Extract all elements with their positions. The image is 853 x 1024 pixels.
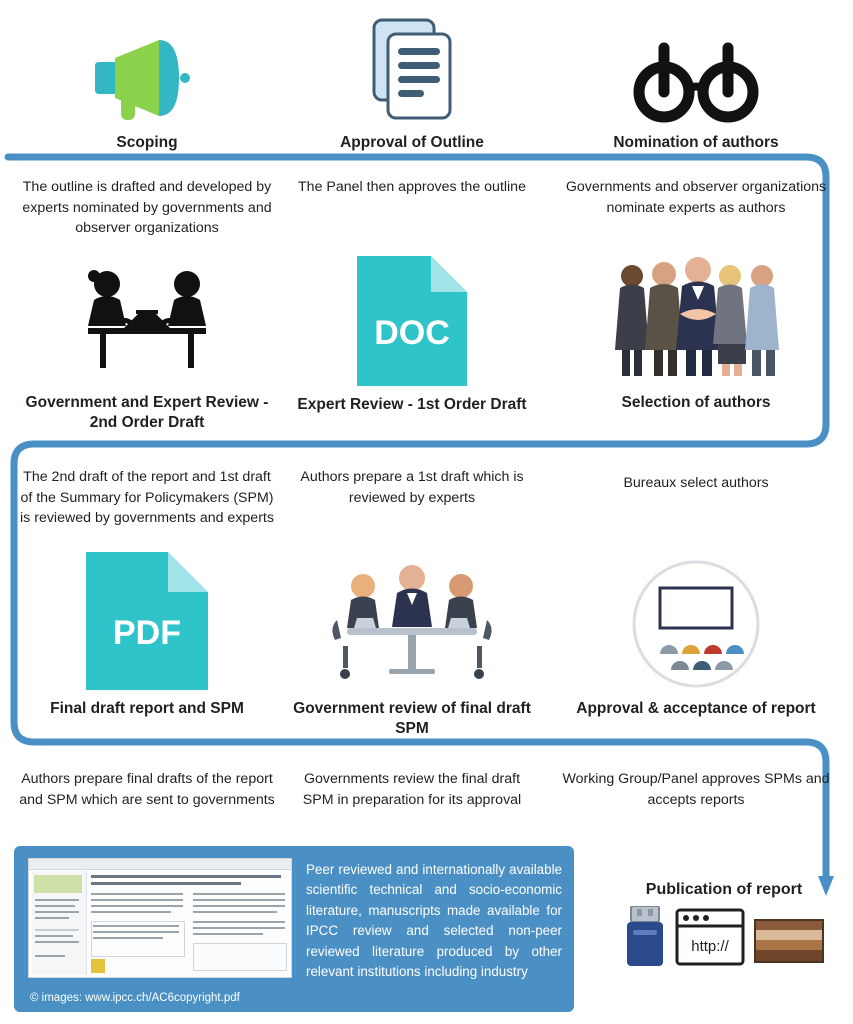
step-description: Governments review the final draft SPM in preparation for its approval — [302, 771, 522, 808]
meeting-table-icon — [288, 548, 536, 690]
step-title: Expert Review - 1st Order Draft — [297, 396, 527, 413]
step-title: Government and Expert Review - 2nd Order Draft — [25, 394, 269, 431]
publication-title: Publication of report — [645, 881, 803, 898]
step-description: Authors prepare final drafts of the report and SPM which are sent to governments — [19, 771, 275, 808]
step-government-expert-review — [18, 266, 276, 433]
step-description: The 2nd draft of the report and 1st draft of the Summary for Policymakers (SPM) is reviewed by governments and experts — [20, 469, 274, 527]
books-icon — [751, 906, 827, 968]
literature-box — [14, 846, 574, 1012]
two-people-at-table-icon — [18, 266, 276, 384]
browser-window-icon — [675, 906, 745, 968]
browser-url-label: http:// — [691, 938, 729, 955]
step-scoping — [18, 6, 276, 153]
svg-text:DOC: DOC — [374, 314, 450, 352]
svg-text:PDF: PDF — [113, 614, 181, 652]
megaphone-icon — [18, 6, 276, 124]
doc-file-icon — [288, 252, 536, 386]
step-nomination-of-authors — [558, 6, 834, 153]
step-title: Government review of final draft SPM — [293, 700, 531, 737]
step-government-review-final-spm — [288, 548, 536, 739]
step-description: Governments and observer organizations nominate experts as authors — [565, 179, 827, 216]
step-description: The Panel then approves the outline — [298, 179, 526, 195]
step-expert-review-1st-order — [288, 252, 536, 415]
image-credit: © images: www.ipcc.ch/AC6copyright.pdf — [30, 992, 240, 1004]
sample-paper-thumbnail — [28, 858, 292, 978]
step-description: Bureaux select authors — [623, 475, 769, 491]
approval-plenary-icon — [558, 548, 834, 690]
step-description: Authors prepare a 1st draft which is reviewed by experts — [300, 469, 524, 506]
step-selection-of-authors — [558, 266, 834, 413]
document-approval-icon — [288, 6, 536, 124]
step-description: The outline is drafted and developed by experts nominated by governments and observer organizations — [22, 179, 272, 237]
step-title: Approval & acceptance of report — [576, 700, 816, 717]
step-title: Approval of Outline — [340, 134, 484, 151]
step-description: Working Group/Panel approves SPMs and accepts reports — [562, 771, 830, 808]
glasses-icon — [558, 6, 834, 124]
literature-text: Peer reviewed and internationally available scientific technical and socio-economic literature, manuscripts made available for IPCC review and selected non-peer reviewed literature produced by other relevant institutions including industry — [306, 862, 562, 979]
step-approval-acceptance — [558, 548, 834, 719]
usb-drive-icon — [621, 906, 669, 968]
step-title: Nomination of authors — [613, 134, 779, 151]
publication-of-report — [604, 880, 844, 968]
step-title: Final draft report and SPM — [50, 700, 244, 717]
step-title: Selection of authors — [621, 394, 771, 411]
pdf-file-icon — [18, 548, 276, 690]
group-of-people-icon — [558, 266, 834, 384]
step-approval-of-outline — [288, 6, 536, 153]
step-final-draft-report — [18, 548, 276, 719]
step-title: Scoping — [116, 134, 178, 151]
